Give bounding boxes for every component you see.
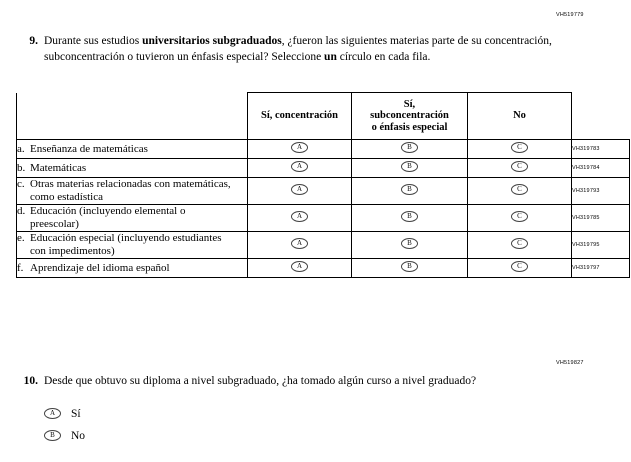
- grid-header-no: No: [468, 93, 572, 140]
- row-d-code: VH319785: [572, 205, 630, 232]
- row-a-option-2[interactable]: [352, 140, 468, 159]
- bubble-letter: A: [49, 409, 56, 417]
- question-10-option-no-label: No: [71, 429, 86, 442]
- bubble-icon[interactable]: [291, 261, 308, 272]
- bubble-letter: B: [407, 239, 412, 247]
- table-row: [17, 205, 630, 232]
- row-d-option-2[interactable]: [352, 205, 468, 232]
- table-row: [17, 140, 630, 159]
- bubble-icon[interactable]: [401, 142, 418, 153]
- question-10: [18, 374, 588, 447]
- form-code-top-right: VH519779: [556, 12, 584, 18]
- row-b-letter: b.: [17, 161, 26, 174]
- grid-header-col3-line1: Sí,: [403, 98, 416, 110]
- bubble-icon[interactable]: [291, 238, 308, 249]
- bubble-icon[interactable]: [511, 161, 528, 172]
- bubble-icon[interactable]: [511, 142, 528, 153]
- row-e-label: Educación especial (incluyendo estudiantes con impedimentos): [30, 232, 222, 257]
- row-b-option-3[interactable]: [468, 159, 572, 178]
- row-e-option-2[interactable]: [352, 232, 468, 259]
- grid-header-si-subconcentracion: [352, 93, 468, 140]
- row-b-label: Matemáticas: [30, 161, 87, 174]
- row-e-option-3[interactable]: [468, 232, 572, 259]
- bubble-icon[interactable]: [511, 211, 528, 222]
- bubble-letter: C: [517, 143, 522, 151]
- row-d-option-3[interactable]: [468, 205, 572, 232]
- bubble-letter: A: [296, 262, 303, 270]
- q9-text-after: círculo en cada fila.: [336, 50, 431, 63]
- table-row: [17, 259, 630, 278]
- row-f-letter: f.: [17, 261, 24, 274]
- row-c-label: Otras materias relacionadas con matemáticas, como estadística: [30, 178, 231, 203]
- row-c-option-3[interactable]: [468, 178, 572, 205]
- row-f-option-1[interactable]: [248, 259, 352, 278]
- bubble-icon[interactable]: [291, 211, 308, 222]
- bubble-letter: B: [407, 185, 412, 193]
- row-e-label-cell: [17, 232, 248, 259]
- row-f-option-3[interactable]: [468, 259, 572, 278]
- row-c-letter: c.: [17, 178, 25, 190]
- bubble-letter: C: [517, 239, 522, 247]
- row-c-code: VH319793: [572, 178, 630, 205]
- row-e-option-1[interactable]: [248, 232, 352, 259]
- question-9-grid: [16, 92, 630, 278]
- grid-header-si-concentracion: Sí, concentración: [248, 93, 352, 140]
- question-10-text: Desde que obtuvo su diploma a nivel subgraduado, ¿ha tomado algún curso a nivel graduado?: [44, 375, 477, 387]
- row-b-code: VH319784: [572, 159, 630, 178]
- table-row: [17, 178, 630, 205]
- table-row: [17, 232, 630, 259]
- row-a-letter: a.: [17, 142, 25, 155]
- row-c-option-2[interactable]: [352, 178, 468, 205]
- question-9-number: 9.: [29, 35, 38, 47]
- bubble-letter: A: [296, 239, 303, 247]
- grid-header-blank: [17, 93, 248, 140]
- question-10-options: [18, 403, 588, 447]
- q9-bold-2: un: [324, 50, 337, 63]
- bubble-letter: B: [407, 162, 412, 170]
- bubble-letter: C: [517, 262, 522, 270]
- row-c-label-cell: [17, 178, 248, 205]
- grid-header-col3-line3: o énfasis especial: [371, 121, 448, 133]
- q9-text-middle: , ¿fueron las siguientes materias parte de su concentración, subconcentración o tuvieron un énfasis especial? Seleccione: [44, 35, 552, 63]
- grid-body: [17, 140, 630, 278]
- bubble-icon[interactable]: [511, 184, 528, 195]
- bubble-icon[interactable]: [291, 184, 308, 195]
- grid-header-row: [17, 93, 630, 140]
- q9-text-before: Durante sus estudios: [44, 35, 143, 47]
- row-d-option-1[interactable]: [248, 205, 352, 232]
- bubble-letter: C: [517, 162, 522, 170]
- row-c-option-1[interactable]: [248, 178, 352, 205]
- bubble-letter: A: [296, 185, 303, 193]
- question-9-stem: [18, 34, 588, 65]
- row-a-label: Enseñanza de matemáticas: [30, 142, 148, 155]
- row-b-label-cell: [17, 159, 248, 178]
- bubble-letter: B: [50, 431, 55, 439]
- row-d-label: Educación (incluyendo elemental o preescolar): [30, 205, 186, 230]
- bubble-icon[interactable]: [511, 261, 528, 272]
- bubble-icon[interactable]: [291, 161, 308, 172]
- row-a-option-1[interactable]: [248, 140, 352, 159]
- row-d-letter: d.: [17, 205, 26, 217]
- bubble-icon[interactable]: [401, 238, 418, 249]
- row-f-option-2[interactable]: [352, 259, 468, 278]
- question-10-option-si-label: Sí: [71, 407, 81, 420]
- row-b-option-2[interactable]: [352, 159, 468, 178]
- row-f-code: VH319797: [572, 259, 630, 278]
- q9-bold-1: universitarios subgraduados: [142, 35, 282, 47]
- row-f-label: Aprendizaje del idioma español: [30, 261, 170, 274]
- row-a-label-cell: [17, 140, 248, 159]
- row-e-letter: e.: [17, 232, 25, 244]
- bubble-icon[interactable]: [401, 184, 418, 195]
- row-a-code: VH319783: [572, 140, 630, 159]
- bubble-icon[interactable]: [401, 261, 418, 272]
- bubble-icon[interactable]: [44, 430, 61, 441]
- bubble-icon[interactable]: [511, 238, 528, 249]
- question-10-number: 10.: [23, 375, 38, 387]
- row-a-option-3[interactable]: [468, 140, 572, 159]
- grid-header-code-blank: [572, 93, 630, 140]
- bubble-letter: A: [296, 162, 303, 170]
- bubble-letter: B: [407, 262, 412, 270]
- grid-header-col3-line2: subconcentración: [370, 110, 449, 122]
- bubble-letter: B: [407, 212, 412, 220]
- bubble-icon[interactable]: [44, 408, 61, 419]
- row-f-label-cell: [17, 259, 248, 278]
- row-d-label-cell: [17, 205, 248, 232]
- table-row: [17, 159, 630, 178]
- bubble-letter: A: [296, 212, 303, 220]
- form-code-middle-right: VH519827: [556, 360, 584, 366]
- bubble-icon[interactable]: [401, 161, 418, 172]
- row-e-code: VH319795: [572, 232, 630, 259]
- question-10-option-no[interactable]: [44, 425, 588, 447]
- bubble-letter: C: [517, 185, 522, 193]
- bubble-letter: A: [296, 143, 303, 151]
- bubble-icon[interactable]: [291, 142, 308, 153]
- question-9-text: [44, 34, 588, 65]
- bubble-icon[interactable]: [401, 211, 418, 222]
- question-10-option-si[interactable]: [44, 403, 588, 425]
- row-b-option-1[interactable]: [248, 159, 352, 178]
- bubble-letter: B: [407, 143, 412, 151]
- bubble-letter: C: [517, 212, 522, 220]
